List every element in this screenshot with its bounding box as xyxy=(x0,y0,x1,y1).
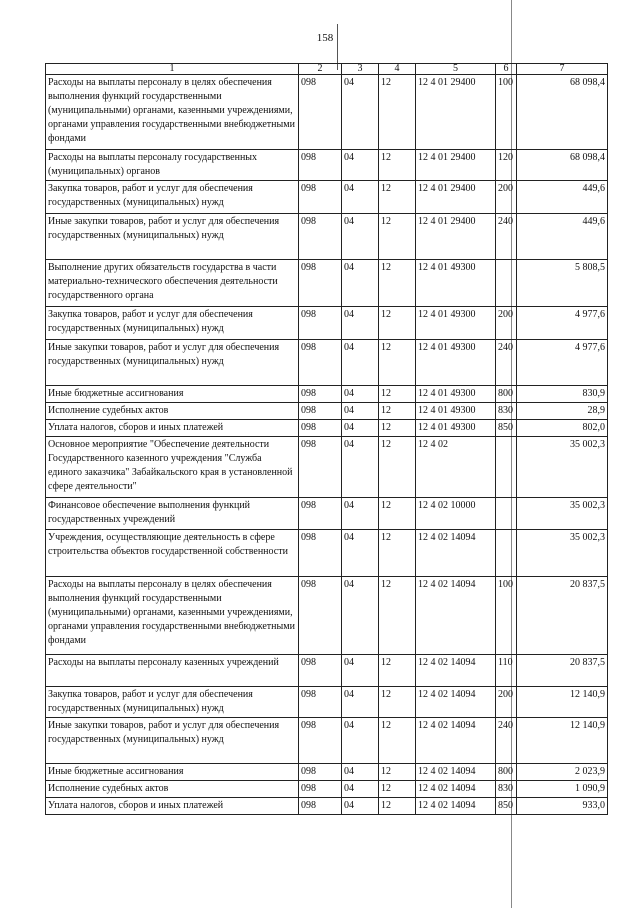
subsection-code: 12 xyxy=(379,798,416,815)
row-description: Закупка товаров, работ и услуг для обеспечения государственных (муниципальных) нужд xyxy=(46,307,299,340)
admin-code: 098 xyxy=(299,340,342,386)
column-header: 6 xyxy=(496,64,517,75)
expense-type-code: 200 xyxy=(496,687,517,718)
section-code: 04 xyxy=(342,687,379,718)
table-row xyxy=(46,687,608,718)
section-code: 04 xyxy=(342,498,379,530)
row-description: Исполнение судебных актов xyxy=(46,403,299,420)
expense-type-code: 850 xyxy=(496,798,517,815)
amount: 28,9 xyxy=(517,403,608,420)
amount: 830,9 xyxy=(517,386,608,403)
row-description: Закупка товаров, работ и услуг для обеспечения государственных (муниципальных) нужд xyxy=(46,181,299,214)
subsection-code: 12 xyxy=(379,437,416,498)
target-article-code: 12 4 02 14094 xyxy=(416,798,496,815)
row-description: Закупка товаров, работ и услуг для обеспечения государственных (муниципальных) нужд xyxy=(46,687,299,718)
admin-code: 098 xyxy=(299,420,342,437)
admin-code: 098 xyxy=(299,214,342,260)
row-description: Выполнение других обязательств государства в части материально-технического обеспечения деятельности государственного органа xyxy=(46,260,299,307)
table-row xyxy=(46,577,608,655)
row-description: Иные бюджетные ассигнования xyxy=(46,764,299,781)
table-row xyxy=(46,307,608,340)
subsection-code: 12 xyxy=(379,781,416,798)
section-code: 04 xyxy=(342,718,379,764)
row-description: Расходы на выплаты персоналу казенных учреждений xyxy=(46,655,299,687)
target-article-code: 12 4 02 14094 xyxy=(416,655,496,687)
table-row xyxy=(46,214,608,260)
expense-type-code: 240 xyxy=(496,214,517,260)
section-code: 04 xyxy=(342,420,379,437)
amount: 35 002,3 xyxy=(517,498,608,530)
amount: 12 140,9 xyxy=(517,687,608,718)
subsection-code: 12 xyxy=(379,420,416,437)
column-header: 4 xyxy=(379,64,416,75)
target-article-code: 12 4 02 14094 xyxy=(416,577,496,655)
expense-type-code xyxy=(496,437,517,498)
table-header-row xyxy=(46,64,608,75)
subsection-code: 12 xyxy=(379,530,416,577)
row-description: Расходы на выплаты персоналу государственных (муниципальных) органов xyxy=(46,150,299,181)
section-code: 04 xyxy=(342,214,379,260)
expense-type-code: 100 xyxy=(496,577,517,655)
expense-type-code: 240 xyxy=(496,340,517,386)
row-description: Расходы на выплаты персоналу в целях обеспечения выполнения функций государственными (муниципальными) органами, казенными учреждениями, органами управления государственными внебюджетными фондами xyxy=(46,75,299,150)
column-header: 5 xyxy=(416,64,496,75)
table-row xyxy=(46,498,608,530)
admin-code: 098 xyxy=(299,437,342,498)
table-row xyxy=(46,530,608,577)
expense-type-code: 830 xyxy=(496,403,517,420)
admin-code: 098 xyxy=(299,655,342,687)
table-row xyxy=(46,798,608,815)
row-description: Иные закупки товаров, работ и услуг для обеспечения государственных (муниципальных) нужд xyxy=(46,718,299,764)
amount: 35 002,3 xyxy=(517,530,608,577)
amount: 35 002,3 xyxy=(517,437,608,498)
subsection-code: 12 xyxy=(379,260,416,307)
table-row xyxy=(46,150,608,181)
amount: 4 977,6 xyxy=(517,307,608,340)
table-row xyxy=(46,403,608,420)
row-description: Исполнение судебных актов xyxy=(46,781,299,798)
expense-type-code: 830 xyxy=(496,781,517,798)
admin-code: 098 xyxy=(299,181,342,214)
expense-type-code xyxy=(496,260,517,307)
table-row xyxy=(46,75,608,150)
section-code: 04 xyxy=(342,150,379,181)
section-code: 04 xyxy=(342,655,379,687)
table-row xyxy=(46,181,608,214)
section-code: 04 xyxy=(342,577,379,655)
subsection-code: 12 xyxy=(379,340,416,386)
admin-code: 098 xyxy=(299,386,342,403)
admin-code: 098 xyxy=(299,403,342,420)
column-header: 3 xyxy=(342,64,379,75)
amount: 4 977,6 xyxy=(517,340,608,386)
target-article-code: 12 4 01 29400 xyxy=(416,181,496,214)
target-article-code: 12 4 01 49300 xyxy=(416,307,496,340)
amount: 933,0 xyxy=(517,798,608,815)
section-code: 04 xyxy=(342,181,379,214)
section-code: 04 xyxy=(342,437,379,498)
row-description: Иные закупки товаров, работ и услуг для обеспечения государственных (муниципальных) нужд xyxy=(46,214,299,260)
section-code: 04 xyxy=(342,764,379,781)
expense-type-code: 200 xyxy=(496,307,517,340)
expense-type-code: 100 xyxy=(496,75,517,150)
target-article-code: 12 4 02 14094 xyxy=(416,781,496,798)
subsection-code: 12 xyxy=(379,75,416,150)
table-row xyxy=(46,260,608,307)
expense-type-code xyxy=(496,530,517,577)
table-row xyxy=(46,340,608,386)
amount: 5 808,5 xyxy=(517,260,608,307)
target-article-code: 12 4 02 10000 xyxy=(416,498,496,530)
column-header: 1 xyxy=(46,64,299,75)
admin-code: 098 xyxy=(299,687,342,718)
target-article-code: 12 4 02 14094 xyxy=(416,718,496,764)
target-article-code: 12 4 02 14094 xyxy=(416,764,496,781)
subsection-code: 12 xyxy=(379,687,416,718)
section-code: 04 xyxy=(342,340,379,386)
expense-type-code: 110 xyxy=(496,655,517,687)
table-row xyxy=(46,386,608,403)
row-description: Расходы на выплаты персоналу в целях обеспечения выполнения функций государственными (муниципальными) органами, казенными учреждениями, органами управления государственными внебюджетными фондами xyxy=(46,577,299,655)
subsection-code: 12 xyxy=(379,403,416,420)
expense-type-code: 850 xyxy=(496,420,517,437)
admin-code: 098 xyxy=(299,764,342,781)
section-code: 04 xyxy=(342,781,379,798)
expense-type-code: 120 xyxy=(496,150,517,181)
target-article-code: 12 4 01 29400 xyxy=(416,150,496,181)
subsection-code: 12 xyxy=(379,498,416,530)
column-header: 2 xyxy=(299,64,342,75)
page-number: 158 xyxy=(316,32,334,44)
row-description: Финансовое обеспечение выполнения функций государственных учреждений xyxy=(46,498,299,530)
expense-type-code: 240 xyxy=(496,718,517,764)
subsection-code: 12 xyxy=(379,655,416,687)
table-row xyxy=(46,655,608,687)
amount: 1 090,9 xyxy=(517,781,608,798)
target-article-code: 12 4 01 29400 xyxy=(416,214,496,260)
target-article-code: 12 4 02 xyxy=(416,437,496,498)
row-description: Учреждения, осуществляющие деятельность в сфере строительства объектов государственной собственности xyxy=(46,530,299,577)
admin-code: 098 xyxy=(299,577,342,655)
admin-code: 098 xyxy=(299,530,342,577)
target-article-code: 12 4 01 49300 xyxy=(416,260,496,307)
table-row xyxy=(46,437,608,498)
admin-code: 098 xyxy=(299,718,342,764)
admin-code: 098 xyxy=(299,260,342,307)
section-code: 04 xyxy=(342,403,379,420)
admin-code: 098 xyxy=(299,307,342,340)
section-code: 04 xyxy=(342,798,379,815)
target-article-code: 12 4 01 49300 xyxy=(416,420,496,437)
amount: 20 837,5 xyxy=(517,577,608,655)
section-code: 04 xyxy=(342,260,379,307)
amount: 2 023,9 xyxy=(517,764,608,781)
target-article-code: 12 4 01 49300 xyxy=(416,403,496,420)
expense-type-code xyxy=(496,498,517,530)
row-description: Уплата налогов, сборов и иных платежей xyxy=(46,420,299,437)
amount: 12 140,9 xyxy=(517,718,608,764)
expense-type-code: 200 xyxy=(496,181,517,214)
target-article-code: 12 4 01 29400 xyxy=(416,75,496,150)
subsection-code: 12 xyxy=(379,764,416,781)
row-description: Иные закупки товаров, работ и услуг для обеспечения государственных (муниципальных) нужд xyxy=(46,340,299,386)
section-code: 04 xyxy=(342,386,379,403)
admin-code: 098 xyxy=(299,781,342,798)
subsection-code: 12 xyxy=(379,386,416,403)
admin-code: 098 xyxy=(299,798,342,815)
expense-type-code: 800 xyxy=(496,386,517,403)
admin-code: 098 xyxy=(299,498,342,530)
table-row xyxy=(46,764,608,781)
budget-table xyxy=(45,63,608,815)
amount: 449,6 xyxy=(517,181,608,214)
section-code: 04 xyxy=(342,75,379,150)
admin-code: 098 xyxy=(299,150,342,181)
table-row xyxy=(46,781,608,798)
subsection-code: 12 xyxy=(379,214,416,260)
section-code: 04 xyxy=(342,307,379,340)
target-article-code: 12 4 02 14094 xyxy=(416,687,496,718)
subsection-code: 12 xyxy=(379,307,416,340)
expense-type-code: 800 xyxy=(496,764,517,781)
target-article-code: 12 4 02 14094 xyxy=(416,530,496,577)
amount: 20 837,5 xyxy=(517,655,608,687)
column-header: 7 xyxy=(517,64,608,75)
admin-code: 098 xyxy=(299,75,342,150)
amount: 802,0 xyxy=(517,420,608,437)
target-article-code: 12 4 01 49300 xyxy=(416,340,496,386)
subsection-code: 12 xyxy=(379,577,416,655)
amount: 449,6 xyxy=(517,214,608,260)
table-row xyxy=(46,718,608,764)
amount: 68 098,4 xyxy=(517,75,608,150)
table-row xyxy=(46,420,608,437)
amount: 68 098,4 xyxy=(517,150,608,181)
subsection-code: 12 xyxy=(379,718,416,764)
row-description: Основное мероприятие "Обеспечение деятельности Государственного казенного учреждения "Служба единого заказчика" Забайкальского края в установленной сфере деятельности" xyxy=(46,437,299,498)
section-code: 04 xyxy=(342,530,379,577)
subsection-code: 12 xyxy=(379,181,416,214)
row-description: Уплата налогов, сборов и иных платежей xyxy=(46,798,299,815)
subsection-code: 12 xyxy=(379,150,416,181)
target-article-code: 12 4 01 49300 xyxy=(416,386,496,403)
row-description: Иные бюджетные ассигнования xyxy=(46,386,299,403)
